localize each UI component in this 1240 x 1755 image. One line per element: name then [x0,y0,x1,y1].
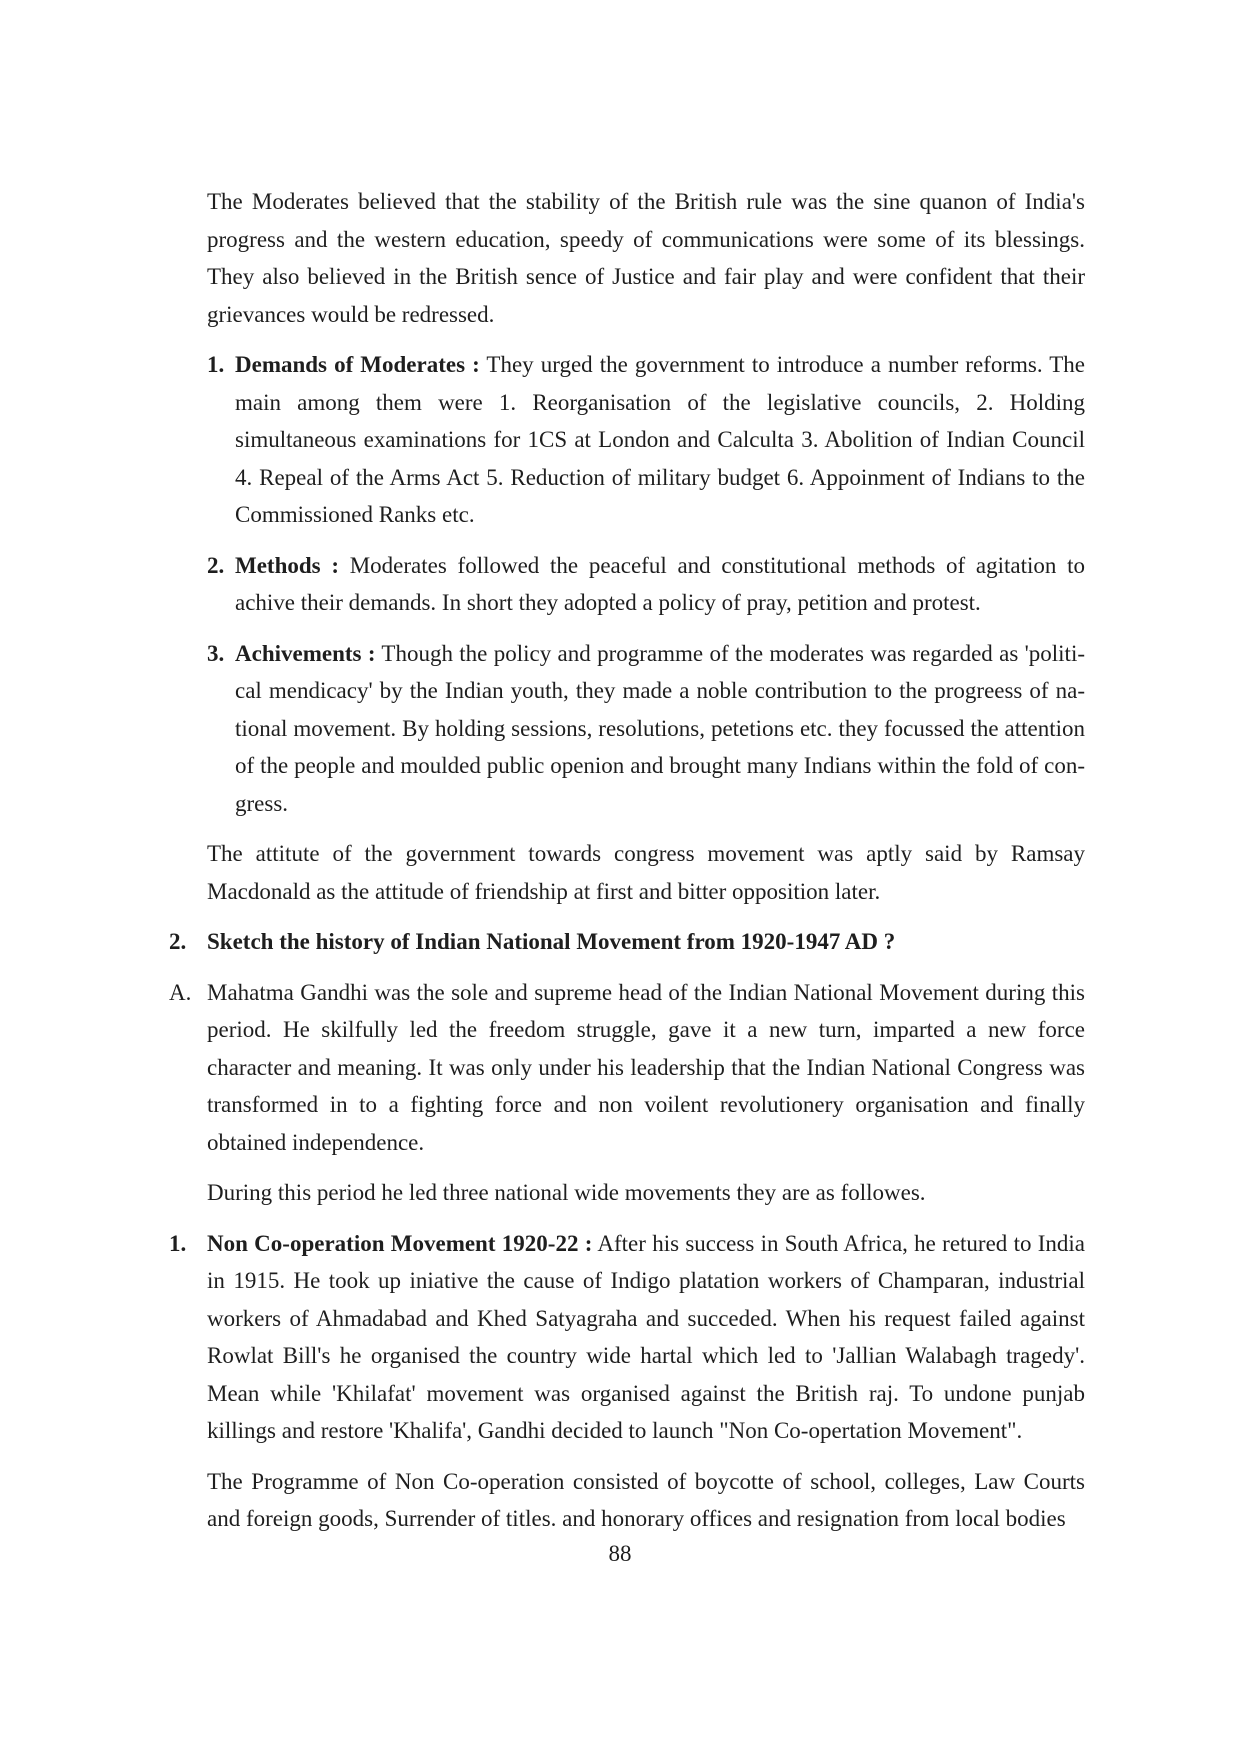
intro-paragraph: The Moderates believed that the stability of the British rule was the sine quanon of India's progress and the western education, speedy of communications were some of its blessings. They also believed in the British sence of Justice and fair play and were confident that their grievances would be redressed. [207,189,1085,327]
page-number: 88 [608,1541,632,1566]
answer-followup: During this period he led three national wide movements they are as followes. [207,1180,926,1205]
item-title: Achivements : [235,640,376,666]
item-text: Though the policy and programme of the moderates was regarded as 'politi-cal mendicacy' by the Indian youth, they made a noble contribution to the progreess of na-tional movement. By holding sessions, resolutions, petetions etc. they focussed the attention of the people and moulded public openion and brought many Indians within the fold of con-gress. [235,640,1085,816]
item-text: Moderates followed the peaceful and constitutional methods of agitation to achive their demands. In short they adopted a policy of pray, petition and protest. [235,552,1085,615]
item-number: 1. [207,352,225,377]
question-text: Sketch the history of Indian National Movement from 1920-1947 AD ? [207,929,896,954]
moderates-item-demands [207,346,1085,534]
programme-paragraph: The Programme of Non Co-operation consisted of boycotte of school, colleges, Law Courts and foreign goods, Surrender of titles. and honorary offices and resignation from local bodies [207,1468,1085,1531]
answer-block [169,974,1085,1162]
attitude-paragraph: The attitute of the government towards congress movement was aptly said by Ramsay Macdonald as the attitude of friendship at first and bitter opposition later. [207,841,1085,904]
question-heading [169,923,1085,961]
item-number: 3. [207,640,225,666]
item-title: Methods : [235,552,339,578]
item-number: 2. [207,552,225,578]
item-title: Non Co-operation Movement 1920-22 : [207,1230,593,1256]
noncoop-item [169,1225,1085,1450]
item-text: They urged the government to introduce a number reforms. The main among them were 1. Reorganisation of the legislative councils, 2. Holding simultaneous examinations for 1CS at London and Calculta 3. Abolition of Indian Council 4. Repeal of the Arms Act 5. Reduction of military budget 6. Appoinment of Indians to the Commissioned Ranks etc. [235,352,1085,527]
answer-label: A. [169,979,192,1005]
item-text: After his success in South Africa, he retured to India in 1915. He took up iniative the cause of Indigo platation workers of Champaran, industrial workers of Ahmadabad and Khed Satyagraha and succeded. When his request failed against Rowlat Bill's he organised the country wide hartal which led to 'Jallian Walabagh tragedy'. Mean while 'Khilafat' movement was organised against the British raj. To undone punjab killings and restore 'Khalifa', Gandhi decided to launch "Non Co-opertation Movement". [207,1230,1085,1443]
item-number: 1. [169,1230,187,1256]
question-number: 2. [169,929,187,954]
moderates-item-methods [207,547,1085,622]
page-body [169,183,1085,1538]
moderates-item-achivements [207,635,1085,823]
item-title: Demands of Moderates : [235,352,480,377]
answer-paragraph: Mahatma Gandhi was the sole and supreme head of the Indian National Movement during this period. He skilfully led the freedom struggle, gave it a new turn, imparted a new force character and meaning. It was only under his leadership that the Indian National Congress was transformed in to a fighting force and non voilent revolutionery organisation and finally obtained independence. [207,979,1085,1155]
